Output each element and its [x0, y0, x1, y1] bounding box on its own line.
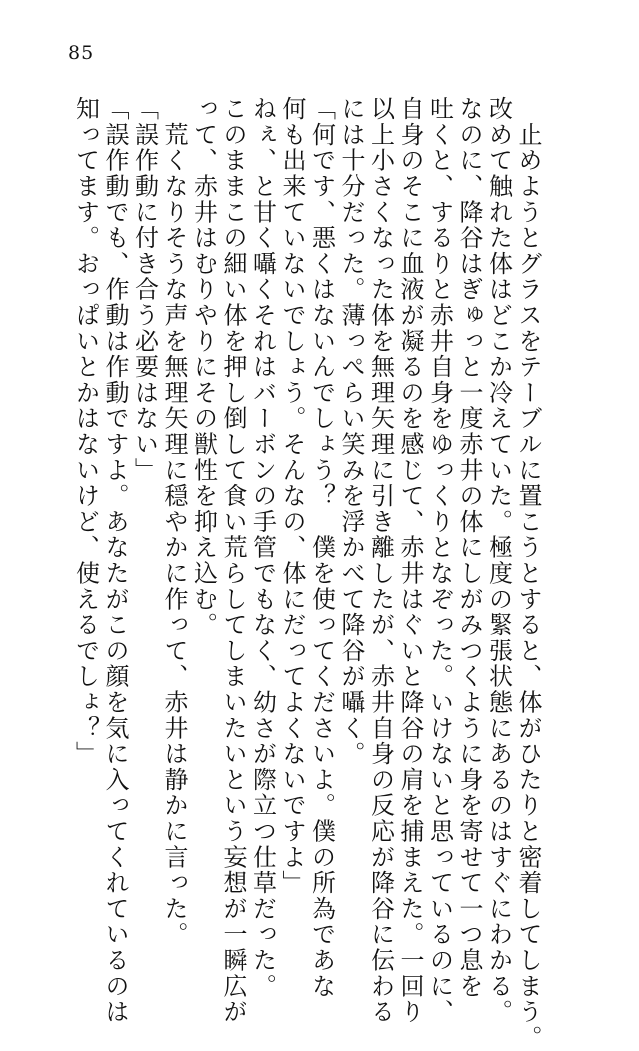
text-line: 吐くと、するりと赤井自身をゆっくりとなぞった。いけないと思っているのに、: [425, 96, 454, 1025]
text-line: 知ってます。おっぱいとかはないけど、使えるでしょ？」: [71, 96, 100, 767]
text-line: 荒くなりそうな声を無理矢理に穏やかに作って、赤井は静かに言った。: [160, 96, 188, 948]
body-text-vertical: [71, 96, 542, 1051]
text-line: 何も出来ていないでしょう。そんなの、体にだってよくないですよ」: [278, 96, 306, 896]
text-line: このままこの細い体を押し倒して食い荒らしてしまいたいという妄想が一瞬広が: [219, 96, 247, 1025]
text-line: ねぇ、と甘く囁くそれはバーボンの手管でもなく、幼さが際立つ仕草だった。: [248, 96, 277, 999]
text-line: 「誤作動に付き合う必要はない」: [130, 96, 159, 483]
page-number: 85: [68, 42, 95, 64]
text-line: 「何です、悪くはないんでしょう？ 僕を使ってくださいよ。僕の所為であな: [307, 96, 336, 999]
text-line: なのに、降谷はぎゅっと一度赤井の体にしがみつくように身を寄せて一つ息を: [455, 96, 483, 999]
text-line: 改めて触れた体はどこか冷えていた。極度の緊張状態にあるのはすぐにわかる。: [484, 96, 513, 1025]
text-line: 以上小さくなった体を無理矢理に引き離したが、赤井自身の反応が降谷に伝わる: [366, 96, 395, 1025]
text-line: 自身のそこに血液が凝るのを感じて、赤井はぐいと降谷の肩を捕まえた。一回り: [396, 96, 424, 1025]
text-line: 止めようとグラスをテーブルに置こうとすると、体がひたりと密着してしまう。: [514, 96, 542, 1051]
text-line: には十分だった。薄っぺらい笑みを浮かべて降谷が囁く。: [337, 96, 365, 767]
text-line: って、赤井はむりやりにその獣性を抑え込む。: [189, 96, 218, 638]
text-line: 「誤作動でも、作動は作動ですよ。あなたがこの顔を気に入ってくれているのは: [101, 96, 129, 1025]
